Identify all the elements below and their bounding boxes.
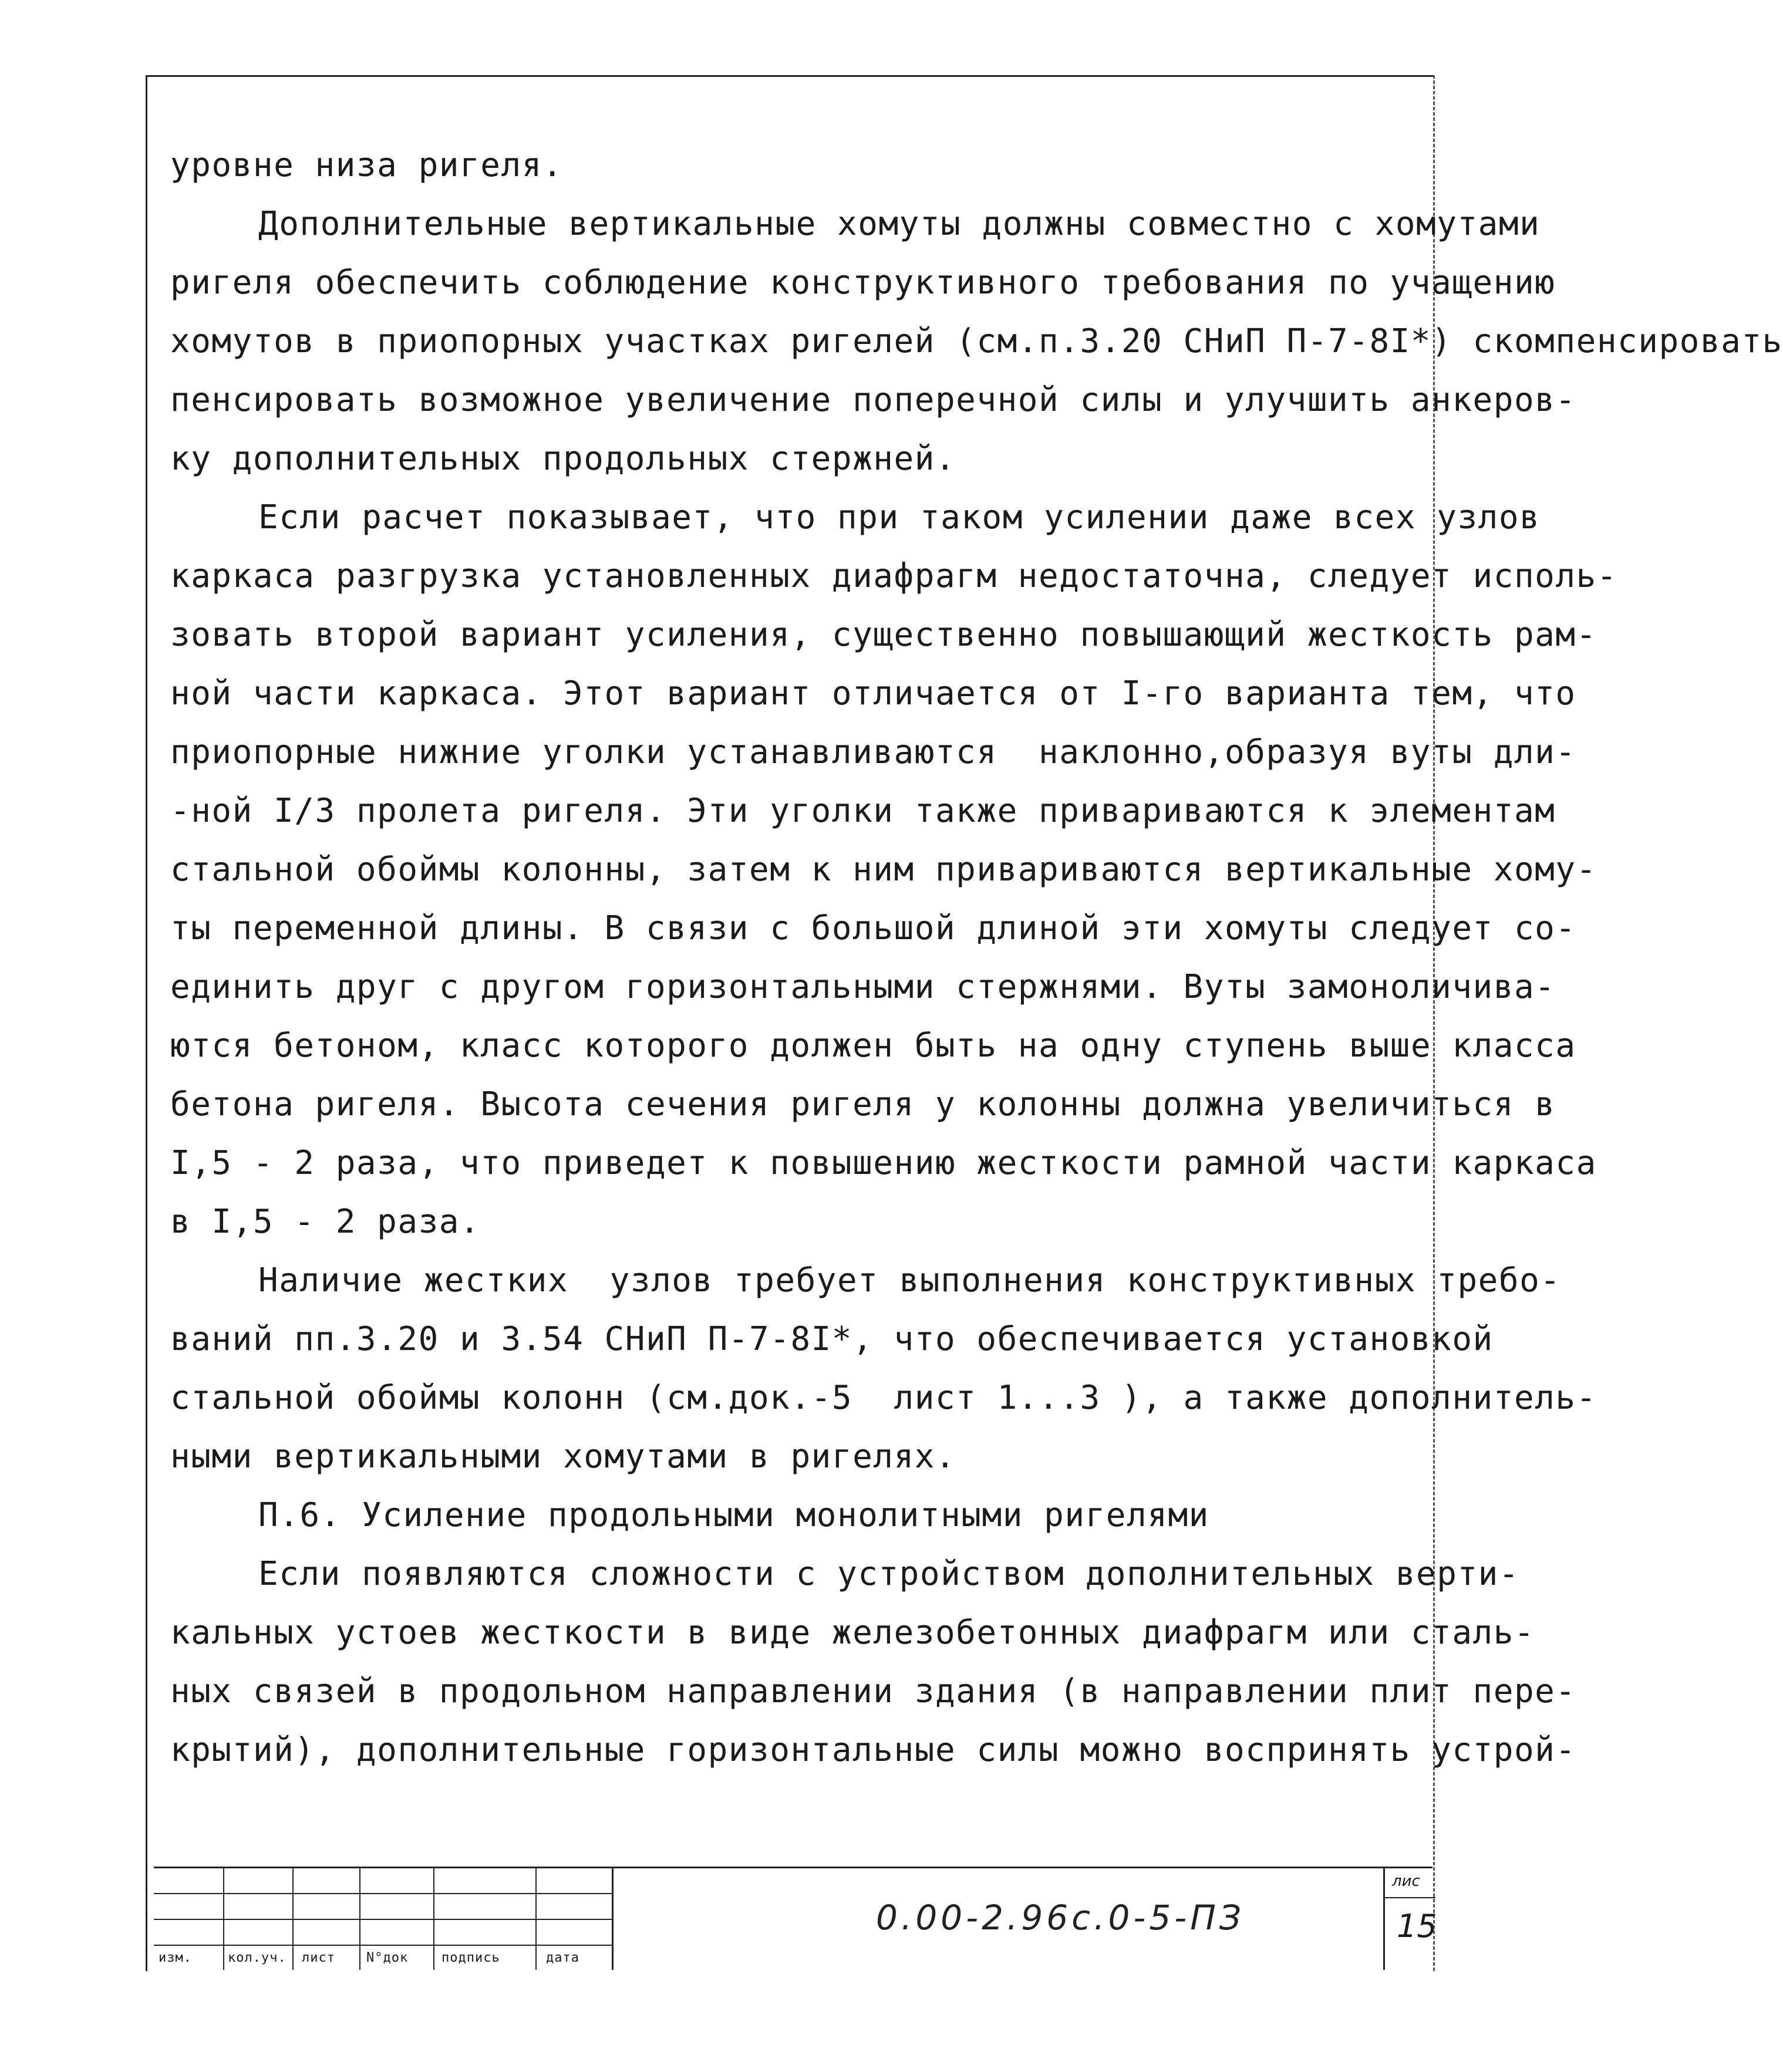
text-line: Наличие жестких узлов требует выполнения конструктивных требо- (258, 1261, 1561, 1300)
revision-grid (154, 1868, 614, 1970)
text-line: ку дополнительных продольных стержней. (170, 440, 956, 478)
column-label-signature: подпись (441, 1950, 500, 1965)
grid-col-line (223, 1868, 224, 1970)
title-block (154, 1867, 1433, 1970)
text-line: кальных устоев жесткости в виде железобетонных диафрагм или сталь- (170, 1614, 1535, 1652)
sheet-label: лис (1392, 1872, 1420, 1890)
text-line: стальной обоймы колонн (см.док.-5 лист 1...3 ), а также дополнитель- (170, 1379, 1597, 1417)
grid-col-line (535, 1868, 537, 1970)
column-label-sheet: лист (302, 1950, 335, 1965)
text-line: каркаса разгрузка установленных диафрагм недостаточна, следует исполь- (170, 557, 1618, 595)
grid-col-line (292, 1868, 294, 1970)
text-line: хомутов в приопорных участках ригелей (см.п.3.20 СНиП П-7-8I*) скомпенсировать (170, 322, 1783, 360)
column-label-change: изм. (159, 1950, 192, 1965)
grid-row-line (154, 1919, 612, 1920)
grid-row-line (154, 1893, 612, 1894)
sheet-divider (1385, 1897, 1435, 1898)
text-line: Если появляются сложности с устройством дополнительных верти- (258, 1555, 1520, 1593)
text-line: приопорные нижние уголки устанавливаются наклонно,образуя вуты дли- (170, 733, 1576, 771)
text-line: Если расчет показывает, что при таком усилении даже всех узлов (258, 498, 1541, 536)
sheet-number-box (1383, 1867, 1437, 1970)
section-heading: П.6. Усиление продольными монолитными ригелями (258, 1496, 1209, 1534)
text-line: единить друг с другом горизонтальными стержнями. Вуты замоноличива- (170, 968, 1556, 1006)
text-line: пенсировать возможное увеличение поперечной силы и улучшить анкеров- (170, 381, 1576, 419)
text-line: ются бетоном, класс которого должен быть на одну ступень выше класса (170, 1027, 1576, 1065)
text-line: I,5 - 2 раза, что приведет к повышению жесткости рамной части каркаса (170, 1144, 1597, 1182)
column-label-doc-number: N°док (366, 1950, 409, 1965)
text-line: ными вертикальными хомутами в ригелях. (170, 1437, 956, 1476)
text-line: ваний пп.3.20 и 3.54 СНиП П-7-8I*, что обеспечивается установкой (170, 1320, 1494, 1358)
sheet-number: 15 (1397, 1908, 1437, 1945)
document-code: 0.00-2.96с.0-5-ПЗ (876, 1898, 1245, 1938)
text-line: -ной I/3 пролета ригеля. Эти уголки также привариваются к элементам (170, 792, 1556, 830)
text-line: Дополнительные вертикальные хомуты должны совместно с хомутами (258, 205, 1541, 243)
text-line: зовать второй вариант усиления, существенно повышающий жесткость рам- (170, 616, 1597, 654)
column-label-date: дата (546, 1950, 579, 1965)
text-line: ных связей в продольном направлении здания (в направлении плит пере- (170, 1672, 1576, 1710)
column-label-count: кол.уч. (228, 1950, 287, 1965)
text-line: ты переменной длины. В связи с большой длиной эти хомуты следует со- (170, 909, 1576, 947)
text-line: ригеля обеспечить соблюдение конструктивного требования по учащению (170, 264, 1556, 302)
text-line: стальной обоймы колонны, затем к ним привариваются вертикальные хому- (170, 851, 1597, 889)
text-line: в I,5 - 2 раза. (170, 1203, 481, 1241)
grid-col-line (359, 1868, 360, 1970)
text-line: бетона ригеля. Высота сечения ригеля у колонны должна увеличиться в (170, 1085, 1556, 1123)
grid-col-line (433, 1868, 434, 1970)
text-line: уровне низа ригеля. (170, 146, 564, 184)
text-line: крытий), дополнительные горизонтальные силы можно воспринять устрой- (170, 1731, 1576, 1769)
grid-row-line (154, 1945, 612, 1946)
text-line: ной части каркаса. Этот вариант отличается от I-го варианта тем, что (170, 674, 1576, 713)
